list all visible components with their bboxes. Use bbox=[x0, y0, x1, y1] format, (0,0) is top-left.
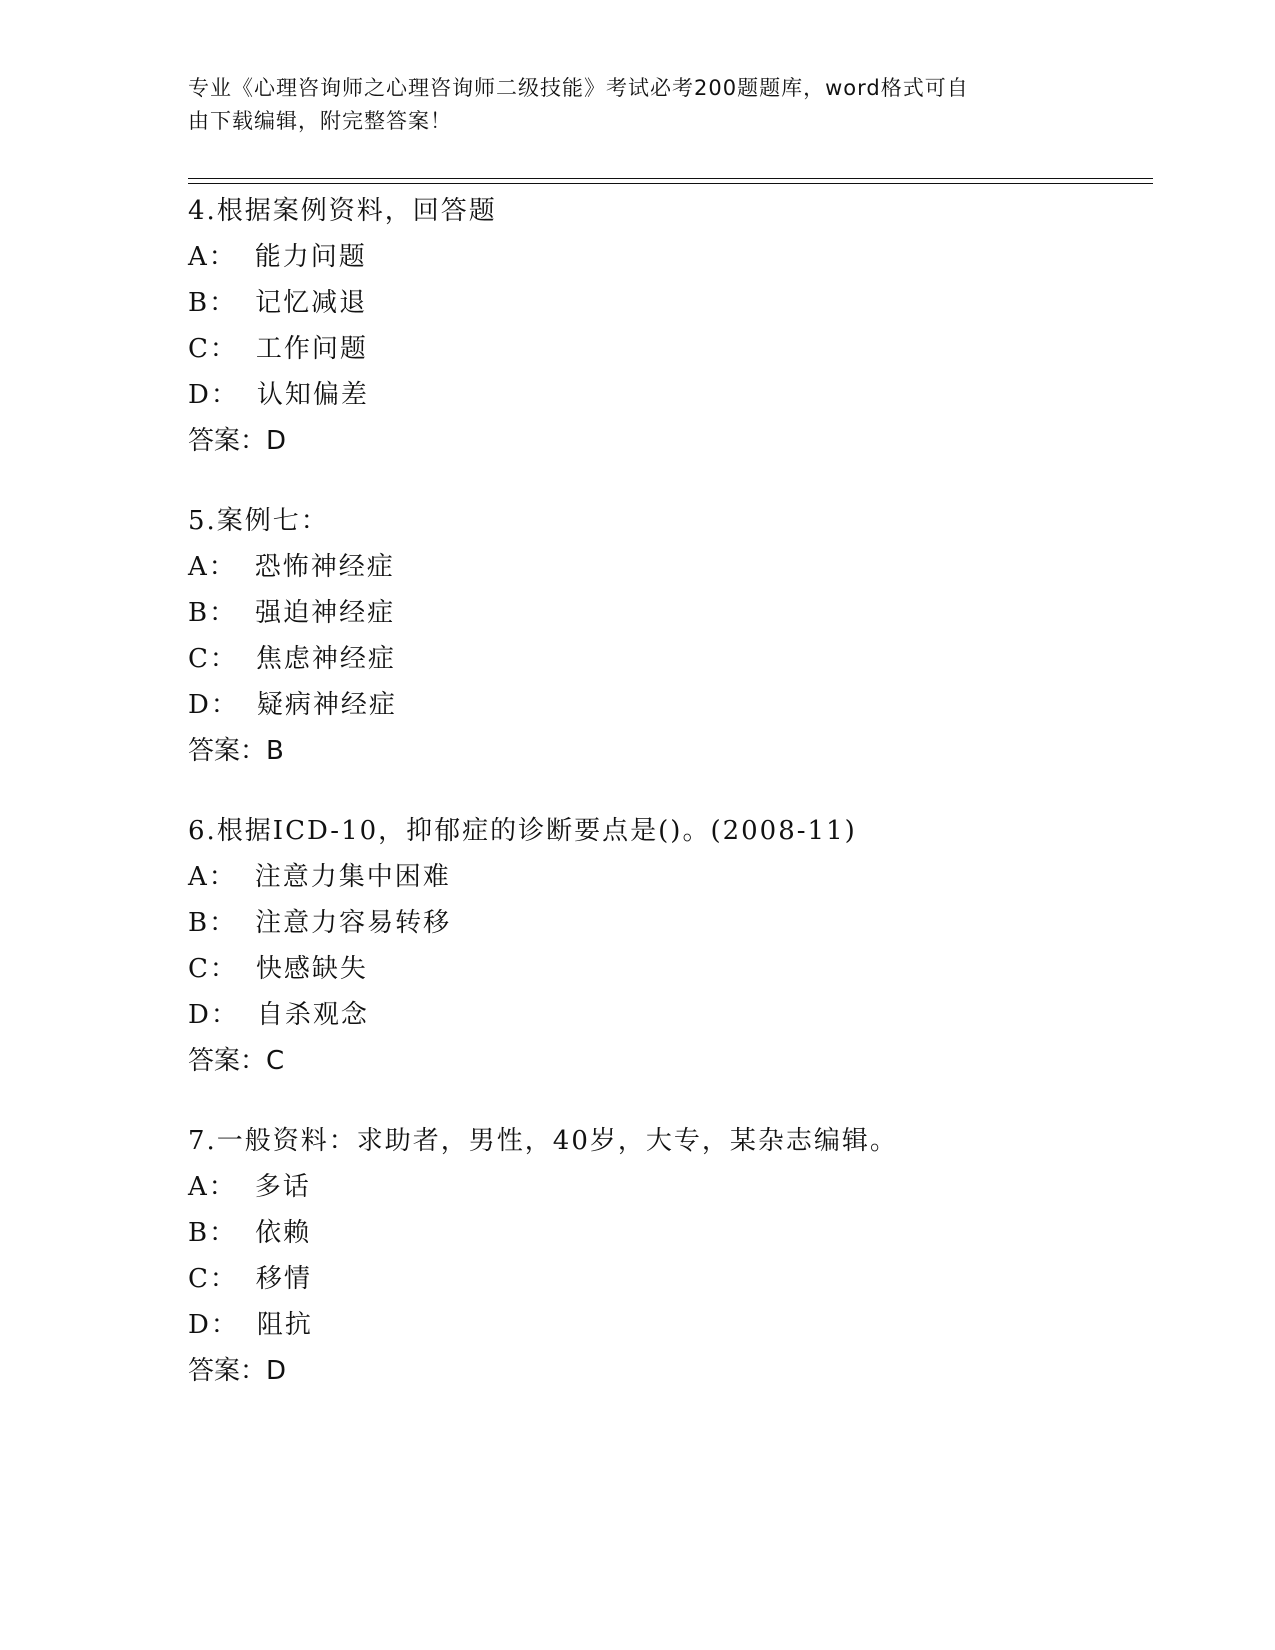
option-text: 注意力容易转移 bbox=[255, 908, 452, 938]
option-letter: A： bbox=[188, 1172, 237, 1202]
option-letter: D： bbox=[188, 380, 239, 410]
option-letter: A： bbox=[188, 552, 237, 582]
option-text: 阻抗 bbox=[256, 1310, 313, 1340]
option-letter: B： bbox=[188, 598, 238, 628]
option-text: 认知偏差 bbox=[256, 380, 369, 410]
option-a bbox=[188, 234, 1148, 280]
option-text: 多话 bbox=[254, 1172, 311, 1202]
option-letter: D： bbox=[188, 690, 239, 720]
document-header bbox=[188, 72, 1068, 138]
option-text: 强迫神经症 bbox=[255, 598, 396, 628]
question-stem: 7.一般资料：求助者，男性，40岁，大专，某杂志编辑。 bbox=[188, 1126, 898, 1156]
option-c bbox=[188, 946, 1148, 992]
option-a bbox=[188, 854, 1148, 900]
option-text: 移情 bbox=[255, 1264, 312, 1294]
option-letter: B： bbox=[188, 1218, 238, 1248]
option-a bbox=[188, 1164, 1148, 1210]
answer-label: 答案：C bbox=[188, 1046, 285, 1076]
option-letter: C： bbox=[188, 644, 238, 674]
question-stem: 5.案例七： bbox=[188, 506, 329, 536]
option-letter: D： bbox=[188, 1000, 239, 1030]
option-b bbox=[188, 900, 1148, 946]
option-c bbox=[188, 1256, 1148, 1302]
question-5 bbox=[188, 498, 1148, 774]
option-text: 自杀观念 bbox=[256, 1000, 369, 1030]
question-7 bbox=[188, 1118, 1148, 1394]
option-b bbox=[188, 1210, 1148, 1256]
option-letter: C： bbox=[188, 334, 238, 364]
option-letter: A： bbox=[188, 242, 237, 272]
question-stem: 6.根据ICD-10，抑郁症的诊断要点是()。(2008-11) bbox=[188, 816, 857, 846]
header-line-1: 专业《心理咨询师之心理咨询师二级技能》考试必考200题题库，word格式可自 bbox=[188, 76, 969, 100]
option-text: 依赖 bbox=[255, 1218, 312, 1248]
answer-label: 答案：D bbox=[188, 426, 287, 456]
option-d bbox=[188, 372, 1148, 418]
option-letter: B： bbox=[188, 908, 238, 938]
question-4 bbox=[188, 188, 1148, 464]
option-text: 焦虑神经症 bbox=[255, 644, 396, 674]
header-divider-top bbox=[188, 178, 1153, 179]
option-c bbox=[188, 326, 1148, 372]
question-6 bbox=[188, 808, 1148, 1084]
option-text: 恐怖神经症 bbox=[254, 552, 395, 582]
option-text: 工作问题 bbox=[255, 334, 368, 364]
option-letter: C： bbox=[188, 954, 238, 984]
option-text: 疑病神经症 bbox=[256, 690, 397, 720]
header-line-2: 由下载编辑，附完整答案！ bbox=[188, 109, 452, 133]
option-text: 能力问题 bbox=[254, 242, 367, 272]
header-divider-bottom bbox=[188, 183, 1153, 184]
option-d bbox=[188, 1302, 1148, 1348]
option-c bbox=[188, 636, 1148, 682]
option-text: 记忆减退 bbox=[255, 288, 368, 318]
answer-label: 答案：B bbox=[188, 736, 284, 766]
option-a bbox=[188, 544, 1148, 590]
option-b bbox=[188, 590, 1148, 636]
option-letter: D： bbox=[188, 1310, 239, 1340]
option-d bbox=[188, 682, 1148, 728]
option-letter: A： bbox=[188, 862, 237, 892]
question-stem: 4.根据案例资料，回答题 bbox=[188, 196, 497, 226]
option-text: 快感缺失 bbox=[255, 954, 368, 984]
option-letter: B： bbox=[188, 288, 238, 318]
option-d bbox=[188, 992, 1148, 1038]
option-letter: C： bbox=[188, 1264, 238, 1294]
option-b bbox=[188, 280, 1148, 326]
option-text: 注意力集中困难 bbox=[254, 862, 451, 892]
question-list bbox=[188, 188, 1148, 1428]
answer-label: 答案：D bbox=[188, 1356, 287, 1386]
